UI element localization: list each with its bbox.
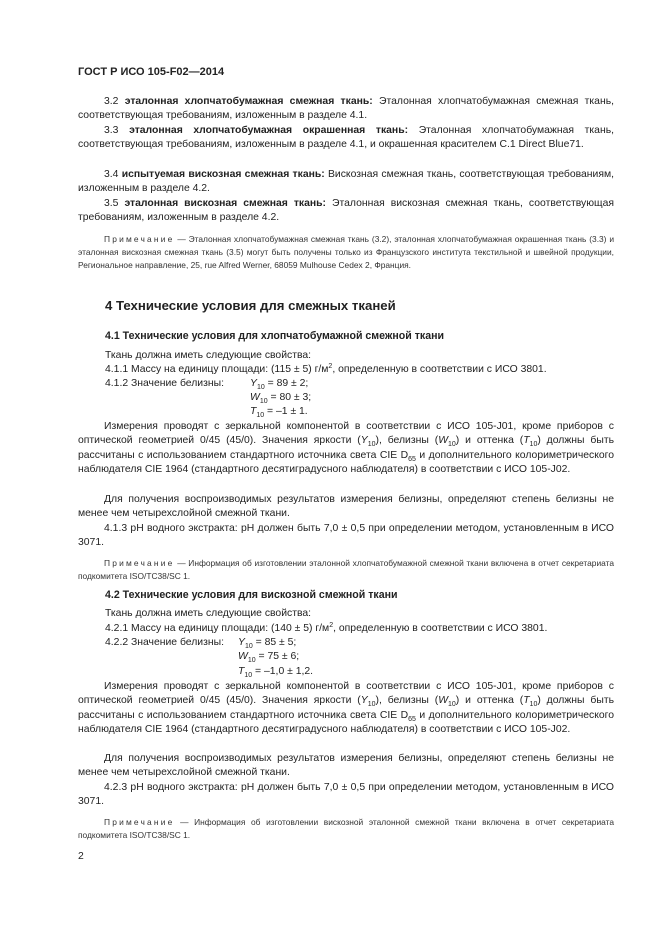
definition-3-2: 3.2 эталонная хлопчатобумажная смежная ткань: Эталонная хлопчатобумажная смежная ткань, соответствующая требованиям, изложенным в разделе 4.1. [78,96,614,122]
item-4-2-2: 4.2.2 Значение белизны: [105,637,224,648]
s42-intro: Ткань должна иметь следующие свойства: [105,608,312,619]
y10-value: $Y_{10} = 89 \pm 2$; [250,378,309,391]
s41-intro: Ткань должна иметь следующие свойства: [105,350,312,361]
note-1: Примечание — Эталонная хлопчатобумажная смежная ткань (3.2), эталонная хлопчатобумажная окрашенная ткань (3.3) и эталонная вискозная смежная ткань (3.5) могут быть получены только из Французского института текстильной и швейной продукции, Региональное направление, 25, rue Alfred Werner, 68059 Mulhouse Cedex 2, Франция. [78,234,614,270]
item-4-1-2: 4.1.2 Значение белизны: [105,378,224,389]
section-4-heading: 4 Технические условия для смежных тканей [105,298,396,313]
note-4-1: Примечание — Информация об изготовлении эталонной хлопчатобумажной смежной ткани включена в отчет секретариата подкомитета ISO/TC38/SC 1. [78,558,614,581]
page-number: 2 [78,851,84,862]
document-header: ГОСТ Р ИСО 105-F02—2014 [78,66,225,78]
item-4-2-1: 4.2.1 Массу на единицу площади: (140 ± 5) $г/м^2$, определенную в соответствии с ИСО 3801. [105,622,548,634]
repro-paragraph-4-1: Для получения воспроизводимых результатов измерения белизны, определяют степень белизны не менее чем четырехслойной смежной ткани. [78,494,614,520]
measurement-paragraph-4-1: Измерения проводят с зеркальной компонентой в соответствии с ИСО 105-J01, кроме приборов с оптической геометрией 0/45 (45/0). Значения яркости $(Y_{10})$, белизны $(W_{10})$ и оттенка $(T_{10})$ должны быть рассчитаны с использованием стандартного источника света CIE $D_{65}$ и дополнительного колориметрического наблюдателя CIE 1964 (стандартного десятиградусного наблюдателя) в соответствии с ИСО 105-J02. [78,421,614,476]
definition-3-3: 3.3 эталонная хлопчатобумажная окрашенная ткань: Эталонная хлопчатобумажная ткань, соответствующая требованиям, изложенным в разделе 4.1, и окрашенная красителем С.1 Direct Blue71. [78,125,615,151]
item-4-1-1: 4.1.1 Массу на единицу площади: (115 ± 5) $г/м^2$, определенную в соответствии с ИСО 3801. [105,363,547,375]
definition-3-4: 3.4 испытуемая вискозная смежная ткань: Вискозная смежная ткань, соответствующая требованиям, изложенным в разделе 4.2. [78,169,615,195]
section-4-1-heading: 4.1 Технические условия для хлопчатобумажной смежной ткани [105,330,445,342]
item-4-2-3: 4.2.3 рН водного экстракта: рН должен быть 7,0 ± 0,5 при определении методом, установленным в ИСО 3071. [78,782,614,808]
w10-value-4-2: $W_{10} = 75 \pm 6$; [238,651,300,664]
definition-3-5: 3.5 эталонная вискозная смежная ткань: Эталонная вискозная смежная ткань, соответствующая требованиям, изложенным в разделе 4.2. [78,198,614,224]
t10-value-4-2: $T_{10} = -1,0 \pm 1,2$. [238,666,314,679]
repro-paragraph-4-2: Для получения воспроизводимых результатов измерения белизны, определяют степень белизны не менее чем четырехслойной смежной ткани. [78,753,614,779]
y10-value-4-2: $Y_{10} = 85 \pm 5$; [238,637,297,650]
item-4-1-3: 4.1.3 рН водного экстракта: рН должен быть 7,0 ± 0,5 при определении методом, установленным в ИСО 3071. [78,523,614,549]
note-4-2: Примечание — Информация об изготовлении вискозной эталонной смежной ткани включена в отчет секретариата подкомитета ISO/TC38/SC 1. [78,817,614,840]
w10-value: $W_{10} = 80 \pm 3$; [250,392,312,405]
section-4-2-heading: 4.2 Технические условия для вискозной смежной ткани [105,589,398,601]
measurement-paragraph-4-2: Измерения проводят с зеркальной компонентой в соответствии с ИСО 105-J01, кроме приборов с оптической геометрией 0/45 (45/0). Значения яркости $(Y_{10})$, белизны $(W_{10})$ и оттенка $(T_{10})$ должны быть рассчитаны с использованием стандартного источника света CIE $D_{65}$ и дополнительного колориметрического наблюдателя CIE 1964 (стандартного десятиградусного наблюдателя) в соответствии с ИСО 105-J02. [78,681,614,736]
t10-value: $T_{10} = -1 \pm 1$. [250,406,308,419]
